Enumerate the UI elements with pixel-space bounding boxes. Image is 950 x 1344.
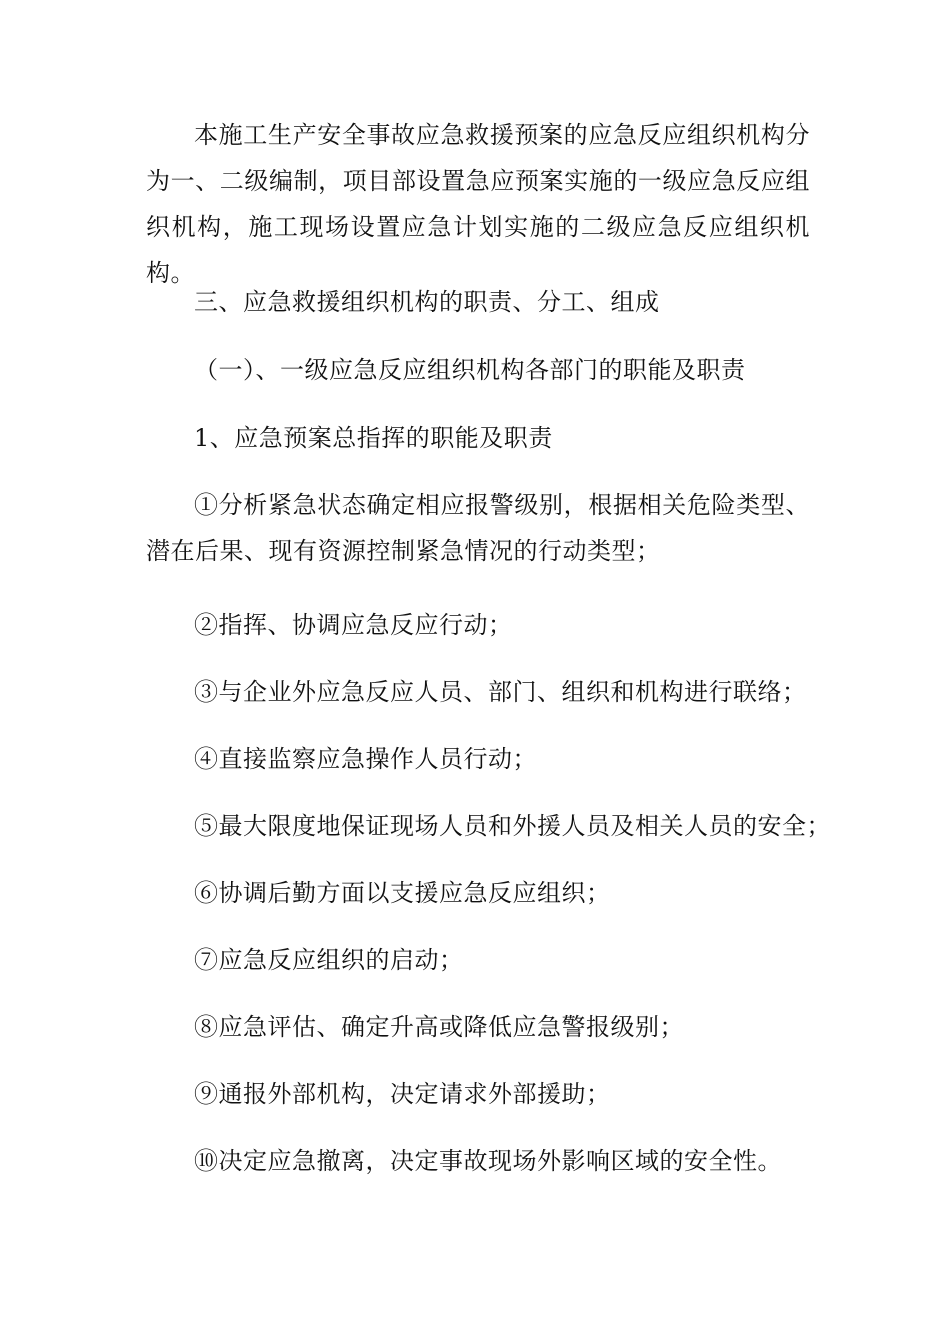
section-heading: 三、应急救援组织机构的职责、分工、组成 (194, 288, 660, 316)
duty-item-1: ①分析紧急状态确定相应报警级别，根据相关危险类型、潜在后果、现有资源控制紧急情况的行动类型； (146, 491, 810, 565)
duty-item-8: ⑧应急评估、确定升高或降低应急警报级别； (194, 1013, 684, 1041)
duty-item-6: ⑥协调后勤方面以支援应急反应组织； (194, 879, 611, 907)
duty-item-10: ⑩决定应急撤离，决定事故现场外影响区域的安全性。 (194, 1147, 782, 1175)
duty-item-5: ⑤最大限度地保证现场人员和外援人员及相关人员的安全； (194, 812, 831, 840)
duty-item-3: ③与企业外应急反应人员、部门、组织和机构进行联络； (194, 678, 807, 706)
duty-item-2: ②指挥、协调应急反应行动； (194, 611, 513, 639)
subsection-heading: （一）、一级应急反应组织机构各部门的职能及职责 (194, 356, 746, 384)
duty-item-9: ⑨通报外部机构，决定请求外部援助； (194, 1080, 611, 1108)
duty-item-4: ④直接监察应急操作人员行动； (194, 745, 537, 773)
intro-paragraph: 本施工生产安全事故应急救援预案的应急反应组织机构分为一、二级编制，项目部设置急应预案实施的一级应急反应组织机构，施工现场设置应急计划实施的二级应急反应组织机构。 (146, 121, 810, 287)
item-heading: 1、应急预案总指挥的职能及职责 (194, 424, 553, 452)
duty-item-7: ⑦应急反应组织的启动； (194, 946, 464, 974)
